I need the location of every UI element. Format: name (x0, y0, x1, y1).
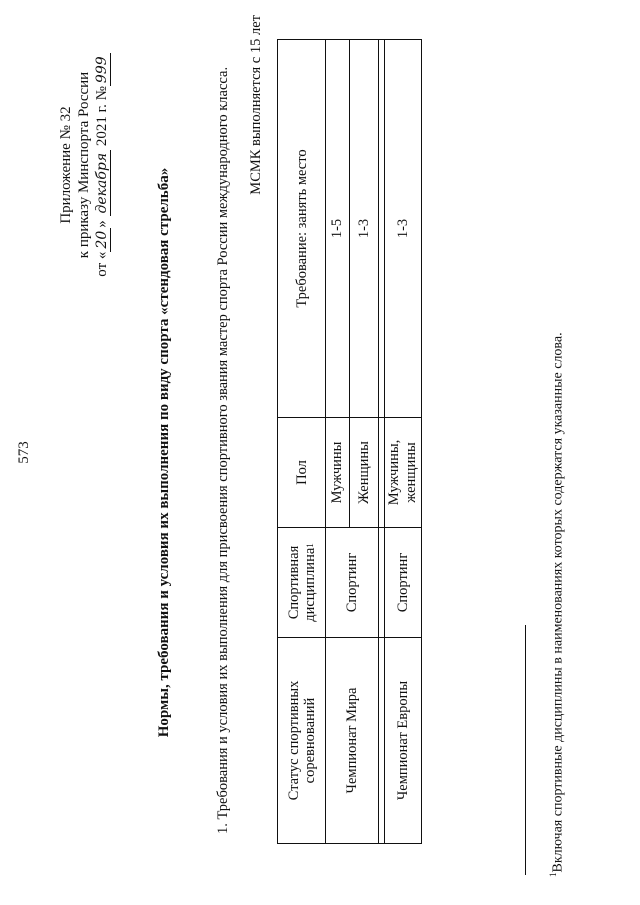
header-gender: Пол (278, 418, 326, 528)
cell-status: Чемпионат Европы (385, 638, 422, 844)
order-number: 999 (95, 53, 111, 86)
cell-place: 1-3 (385, 40, 422, 418)
header-discipline-text: Спортивная дисциплина (285, 545, 318, 622)
norms-table (277, 39, 422, 844)
table-row (385, 40, 422, 844)
footnote-divider (525, 625, 526, 875)
cell-discipline: Спортинг (385, 528, 422, 638)
section-intro: 1. Требования и условия их выполнения для присвоения спортивного звания мастер спорта России международного класса. (215, 66, 231, 834)
age-note: МСМК выполняется с 15 лет (248, 15, 264, 195)
order-ref-line: к приказу Минспорта России (76, 71, 92, 259)
document-title: Нормы, требования и условия их выполнения по виду спорта «стендовая стрельба» (156, 167, 172, 738)
table-header-row (278, 40, 326, 844)
cell-place: 1-5 (326, 40, 350, 418)
cell-place: 1-3 (350, 40, 379, 418)
appendix-line: Приложение № 32 (58, 106, 74, 224)
cell-discipline: Спортинг (326, 528, 379, 638)
date-mid: » (94, 220, 110, 228)
cell-status: Чемпионат Мира (326, 638, 379, 844)
date-prefix: от « (94, 251, 110, 277)
cell-gender: Женщины (350, 418, 379, 528)
order-header (57, 50, 111, 280)
date-day: 20 (95, 228, 111, 252)
order-date-line (93, 50, 111, 280)
header-discipline (278, 528, 326, 638)
header-requirement: Требование: занять место (278, 40, 326, 418)
cell-gender: Мужчины, женщины (385, 418, 422, 528)
header-status: Статус спортивных соревнований (278, 638, 326, 844)
footnote-marker: 1 (548, 872, 558, 877)
table-row (326, 40, 350, 844)
footnote-text: Включая спортивные дисциплины в наименованиях которых содержатся указанные слова. (550, 332, 566, 873)
cell-gender: Мужчины (326, 418, 350, 528)
date-month: декабря (95, 150, 111, 217)
date-year: 2021 г. № (94, 86, 110, 147)
header-discipline-footnote-marker: 1 (304, 543, 315, 548)
page-number: 573 (16, 441, 32, 464)
footnote (548, 277, 567, 877)
